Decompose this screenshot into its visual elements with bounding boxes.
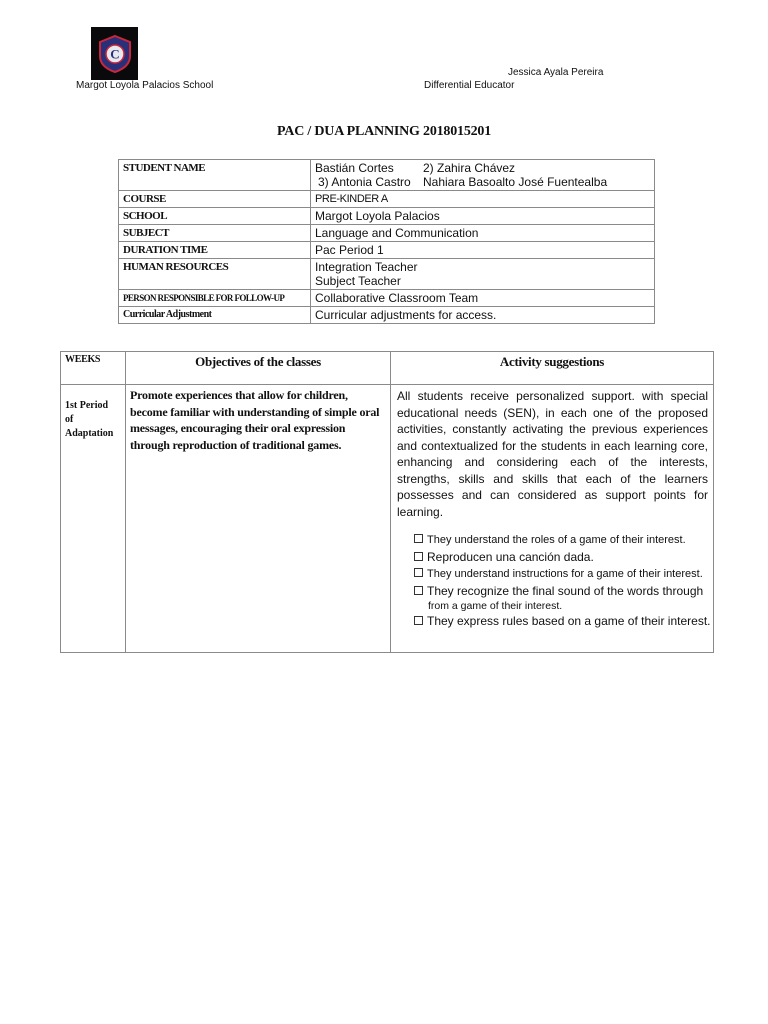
student-info-table bbox=[118, 159, 655, 324]
student-1: Bastián Cortes bbox=[315, 161, 394, 175]
objectives-header: Objectives of the classes bbox=[126, 352, 391, 385]
logo-letter: C bbox=[109, 46, 120, 61]
student-4: Nahiara Basoalto José Fuentealba bbox=[423, 175, 608, 189]
planning-header-row bbox=[61, 352, 714, 385]
info-row-subject bbox=[119, 225, 655, 242]
week-line: 1st Period bbox=[65, 400, 109, 411]
duration-value: Pac Period 1 bbox=[311, 242, 655, 259]
followup-value: Collaborative Classroom Team bbox=[311, 290, 655, 307]
list-item-continuation: from a game of their interest. bbox=[428, 600, 563, 612]
week-cell bbox=[61, 385, 126, 653]
activity-text: All students receive personalized support. with special educational needs (SEN), in each one of the proposed activities, constantly activating the previous experiences and contextualized for the students in each learning core, enhancing and considering each of the interests, strengths, skills and skills that each of the learners possesses and can considered as support points for learning. bbox=[397, 389, 708, 519]
checkbox-icon bbox=[414, 616, 423, 625]
activity-cell bbox=[391, 385, 714, 653]
activity-items bbox=[414, 532, 712, 630]
hr-item: Subject Teacher bbox=[315, 274, 401, 288]
activities-header: Activity suggestions bbox=[391, 352, 714, 385]
student-name-label: STUDENT NAME bbox=[119, 160, 311, 191]
school-value: Margot Loyola Palacios bbox=[311, 208, 655, 225]
school-logo bbox=[91, 27, 138, 80]
planning-table bbox=[60, 351, 714, 653]
course-label: COURSE bbox=[119, 191, 311, 208]
page-title: PAC / DUA PLANNING 2018015201 bbox=[276, 124, 492, 139]
info-row-adjustment bbox=[119, 307, 655, 324]
followup-label: PERSON RESPONSIBLE FOR FOLLOW-UP bbox=[119, 290, 311, 307]
checkbox-icon bbox=[414, 534, 423, 543]
course-value: PRE-KINDER A bbox=[311, 191, 655, 208]
adjustment-label: Curricular Adjustment bbox=[119, 307, 311, 324]
subject-label: SUBJECT bbox=[119, 225, 311, 242]
planning-row bbox=[61, 385, 714, 653]
header-teacher-role: Differential Educator bbox=[424, 80, 515, 91]
student-names bbox=[311, 160, 655, 191]
info-row-course bbox=[119, 191, 655, 208]
weeks-header: WEEKS bbox=[61, 352, 126, 385]
info-row-duration bbox=[119, 242, 655, 259]
school-label: SCHOOL bbox=[119, 208, 311, 225]
list-item: They recognize the final sound of the words through from a game of their interest. bbox=[414, 583, 712, 613]
human-resources-label: HUMAN RESOURCES bbox=[119, 259, 311, 290]
objective-cell: Promote experiences that allow for children, become familiar with understanding of simple oral messages, encouraging their oral expression through reproduction of traditional games. bbox=[126, 385, 391, 653]
list-item: They understand the roles of a game of their interest. bbox=[414, 532, 712, 549]
week-line: of bbox=[65, 414, 74, 425]
school-crest-icon bbox=[97, 34, 133, 74]
info-row-human-resources bbox=[119, 259, 655, 290]
checkbox-icon bbox=[414, 568, 423, 577]
header-teacher-name: Jessica Ayala Pereira bbox=[508, 67, 604, 78]
list-item: They express rules based on a game of their interest. bbox=[414, 613, 712, 630]
list-item: Reproducen una canción dada. bbox=[414, 549, 712, 566]
student-3: 3) Antonia Castro bbox=[318, 175, 411, 189]
list-item: They understand instructions for a game of their interest. bbox=[414, 566, 712, 583]
info-row-followup bbox=[119, 290, 655, 307]
checkbox-icon bbox=[414, 586, 423, 595]
info-row-school bbox=[119, 208, 655, 225]
header-school-name: Margot Loyola Palacios School bbox=[76, 80, 214, 91]
hr-item: Integration Teacher bbox=[315, 260, 418, 274]
student-2: 2) Zahira Chávez bbox=[423, 161, 516, 175]
week-line: Adaptation bbox=[65, 428, 114, 439]
subject-value: Language and Communication bbox=[311, 225, 655, 242]
adjustment-value: Curricular adjustments for access. bbox=[311, 307, 655, 324]
checkbox-icon bbox=[414, 552, 423, 561]
info-row-student bbox=[119, 160, 655, 191]
human-resources-value bbox=[311, 259, 655, 290]
duration-label: DURATION TIME bbox=[119, 242, 311, 259]
